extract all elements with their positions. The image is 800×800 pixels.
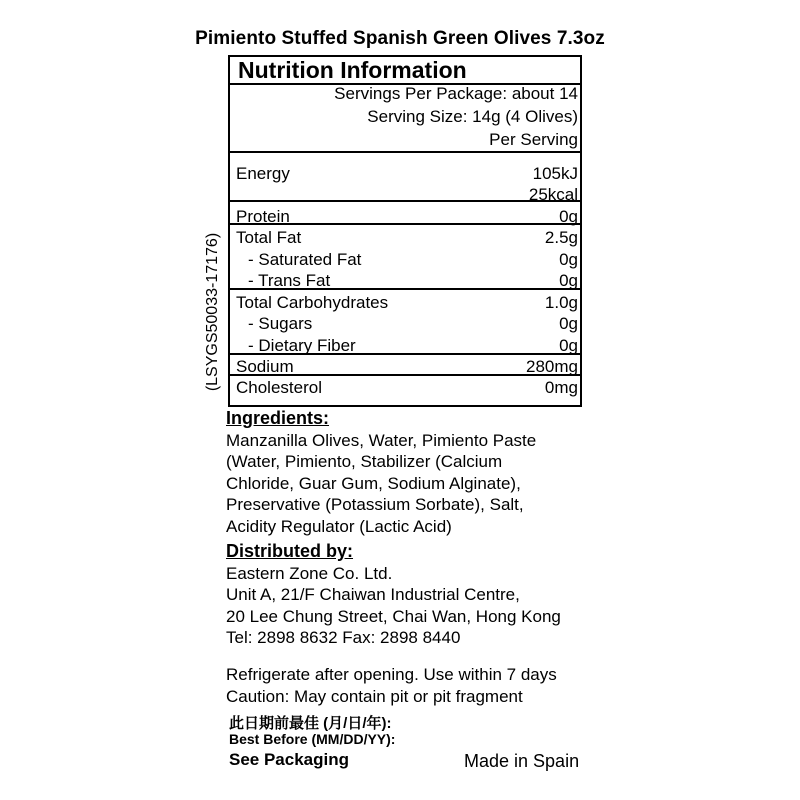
nutrient-label: - Trans Fat [248,271,331,290]
rule [230,151,580,153]
nutrient-label: Total Carbohydrates [236,293,389,312]
nutrition-heading: Nutrition Information [238,57,467,83]
ingredients-line: Manzanilla Olives, Water, Pimiento Paste [226,430,537,450]
distributor-line: Tel: 2898 8632 Fax: 2898 8440 [226,628,461,648]
nutrient-label: - Sugars [248,314,313,333]
product-code-vertical: (LSYGS50033-17176) [204,232,221,392]
product-title: Pimiento Stuffed Spanish Green Olives 7.3oz [195,28,605,49]
nutrient-value: 0mg [544,378,578,397]
nutrient-value: 0g [559,336,578,355]
nutrient-value: 0g [559,314,578,333]
nutrition-panel [228,55,582,407]
energy-kj-value: 105kJ [532,164,578,183]
rule [230,223,580,225]
nutrient-value: 2.5g [544,228,578,247]
see-packaging: See Packaging [229,750,350,769]
nutrient-label: Sodium [236,357,294,376]
energy-kcal-value: 25kcal [528,185,578,204]
storage-section [226,664,606,707]
rule [230,374,580,376]
nutrient-value: 280mg [526,357,578,376]
nutrient-value: 0g [559,271,578,290]
nutrient-label: Total Fat [236,228,302,247]
distributor-title: Distributed by: [226,541,354,561]
ingredients-line: Chloride, Guar Gum, Sodium Alginate), [226,473,521,493]
ingredients-section [226,408,606,538]
nutrient-value: 1.0g [544,293,578,312]
nutrient-value: 0g [559,207,578,226]
distributor-line: Eastern Zone Co. Ltd. [226,563,393,583]
distributor-line: Unit A, 21/F Chaiwan Industrial Centre, [226,585,520,605]
nutrient-label: - Saturated Fat [248,250,362,269]
rule [230,353,580,355]
storage-line: Refrigerate after opening. Use within 7 days [226,665,557,684]
best-before-label: Best Before (MM/DD/YY): [229,731,396,747]
per-serving-header: Per Serving [489,130,578,149]
ingredients-line: Acidity Regulator (Lactic Acid) [226,516,452,536]
servings-per-package: Servings Per Package: about 14 [334,84,578,103]
rule [230,288,580,290]
energy-label: Energy [236,164,290,183]
nutrient-label: - Dietary Fiber [248,336,356,355]
nutrient-label: Protein [236,207,290,226]
distributor-line: 20 Lee Chung Street, Chai Wan, Hong Kong [226,606,561,626]
rule [230,200,580,202]
best-before-chinese: 此日期前最佳 (月/日/年): [229,715,392,732]
caution-line: Caution: May contain pit or pit fragment [226,686,523,706]
ingredients-line: Preservative (Potassium Sorbate), Salt, [226,495,524,515]
ingredients-line: (Water, Pimiento, Stabilizer (Calcium [226,452,503,472]
nutrient-value: 0g [559,250,578,269]
distributor-section [226,541,606,649]
serving-size: Serving Size: 14g (4 Olives) [367,107,578,126]
nutrient-label: Cholesterol [236,378,322,397]
ingredients-title: Ingredients: [226,408,330,428]
made-in-origin: Made in Spain [464,751,580,771]
